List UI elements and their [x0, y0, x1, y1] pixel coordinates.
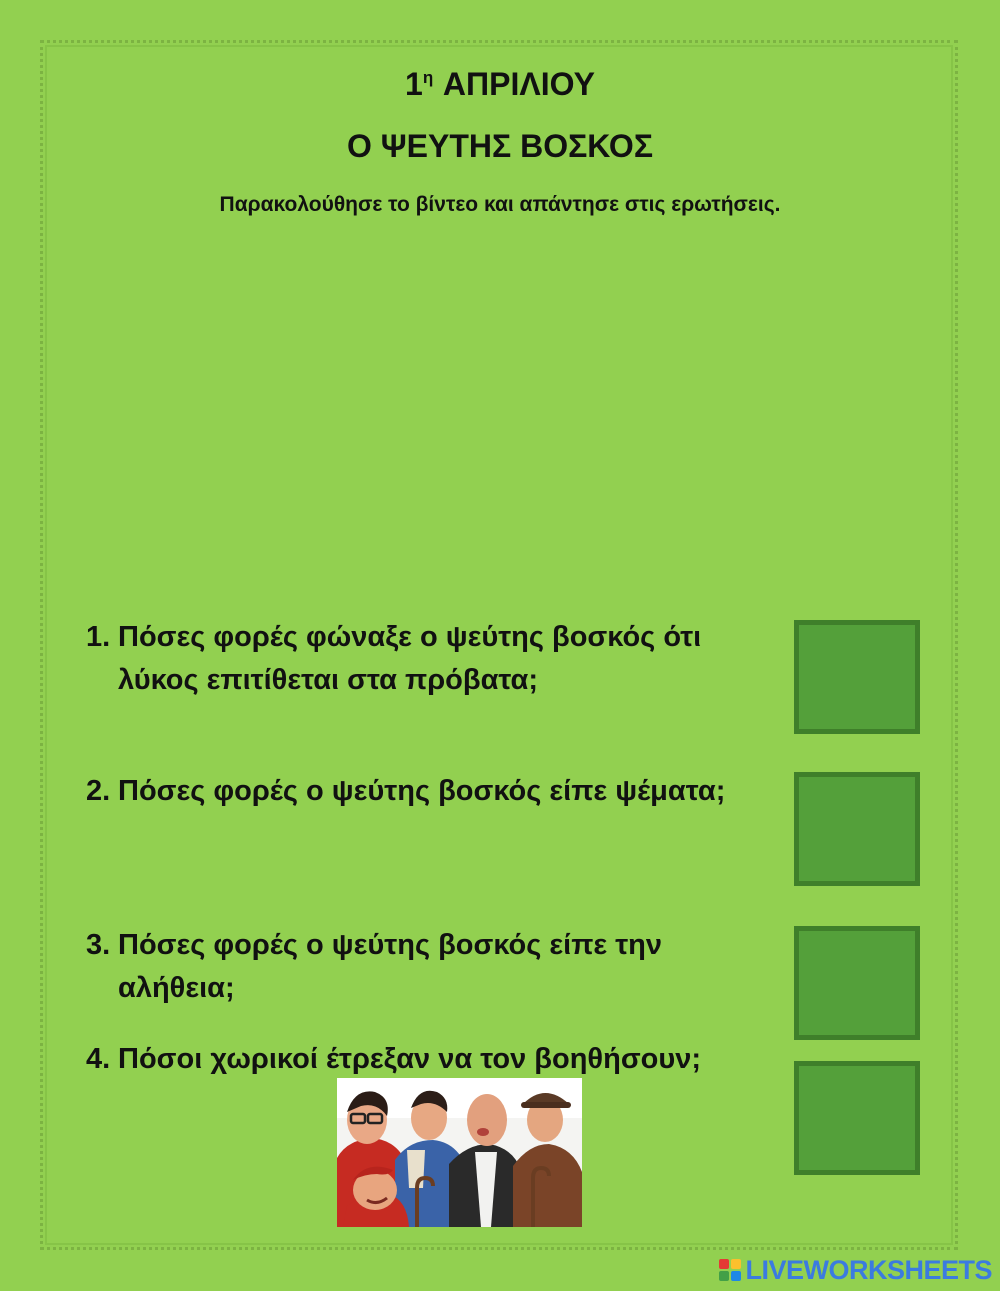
answer-box-1[interactable] — [794, 620, 920, 734]
date-title — [0, 66, 1000, 103]
liveworksheets-logo — [719, 1253, 992, 1287]
question-1 — [86, 616, 786, 702]
date-month: ΑΠΡΙΛΙΟΥ — [442, 66, 595, 102]
question-number: 2. — [86, 775, 111, 807]
answer-box-4[interactable] — [794, 1061, 920, 1175]
question-text: Πόσες φορές ο ψεύτης βοσκός είπε ψέματα; — [118, 775, 726, 807]
question-number: 4. — [86, 1043, 111, 1075]
answer-box-2[interactable] — [794, 772, 920, 886]
date-suffix: η — [422, 68, 434, 87]
question-number: 3. — [86, 929, 111, 961]
question-text: Πόσοι χωρικοί έτρεξαν να τον βοηθήσουν; — [118, 1043, 702, 1075]
date-number: 1 — [405, 66, 423, 102]
question-2 — [86, 770, 786, 813]
question-text: Πόσες φορές ο ψεύτης βοσκός είπε την αλήθεια; — [118, 929, 663, 1004]
villagers-illustration-image — [337, 1078, 582, 1227]
question-number: 1. — [86, 621, 111, 653]
villagers-illustration — [337, 1078, 582, 1227]
question-4 — [86, 1038, 786, 1081]
question-3 — [86, 924, 786, 1010]
question-text: Πόσες φορές φώναξε ο ψεύτης βοσκός ότι λύκος επιτίθεται στα πρόβατα; — [118, 621, 702, 696]
instruction-text: Παρακολούθησε το βίντεο και απάντησε στις ερωτήσεις. — [219, 193, 781, 216]
logo-text: LIVEWORKSHEETS — [745, 1254, 992, 1285]
answer-box-3[interactable] — [794, 926, 920, 1040]
logo-mark-icon — [719, 1259, 741, 1281]
page-title: Ο ΨΕΥΤΗΣ ΒΟΣΚΟΣ — [346, 128, 654, 164]
